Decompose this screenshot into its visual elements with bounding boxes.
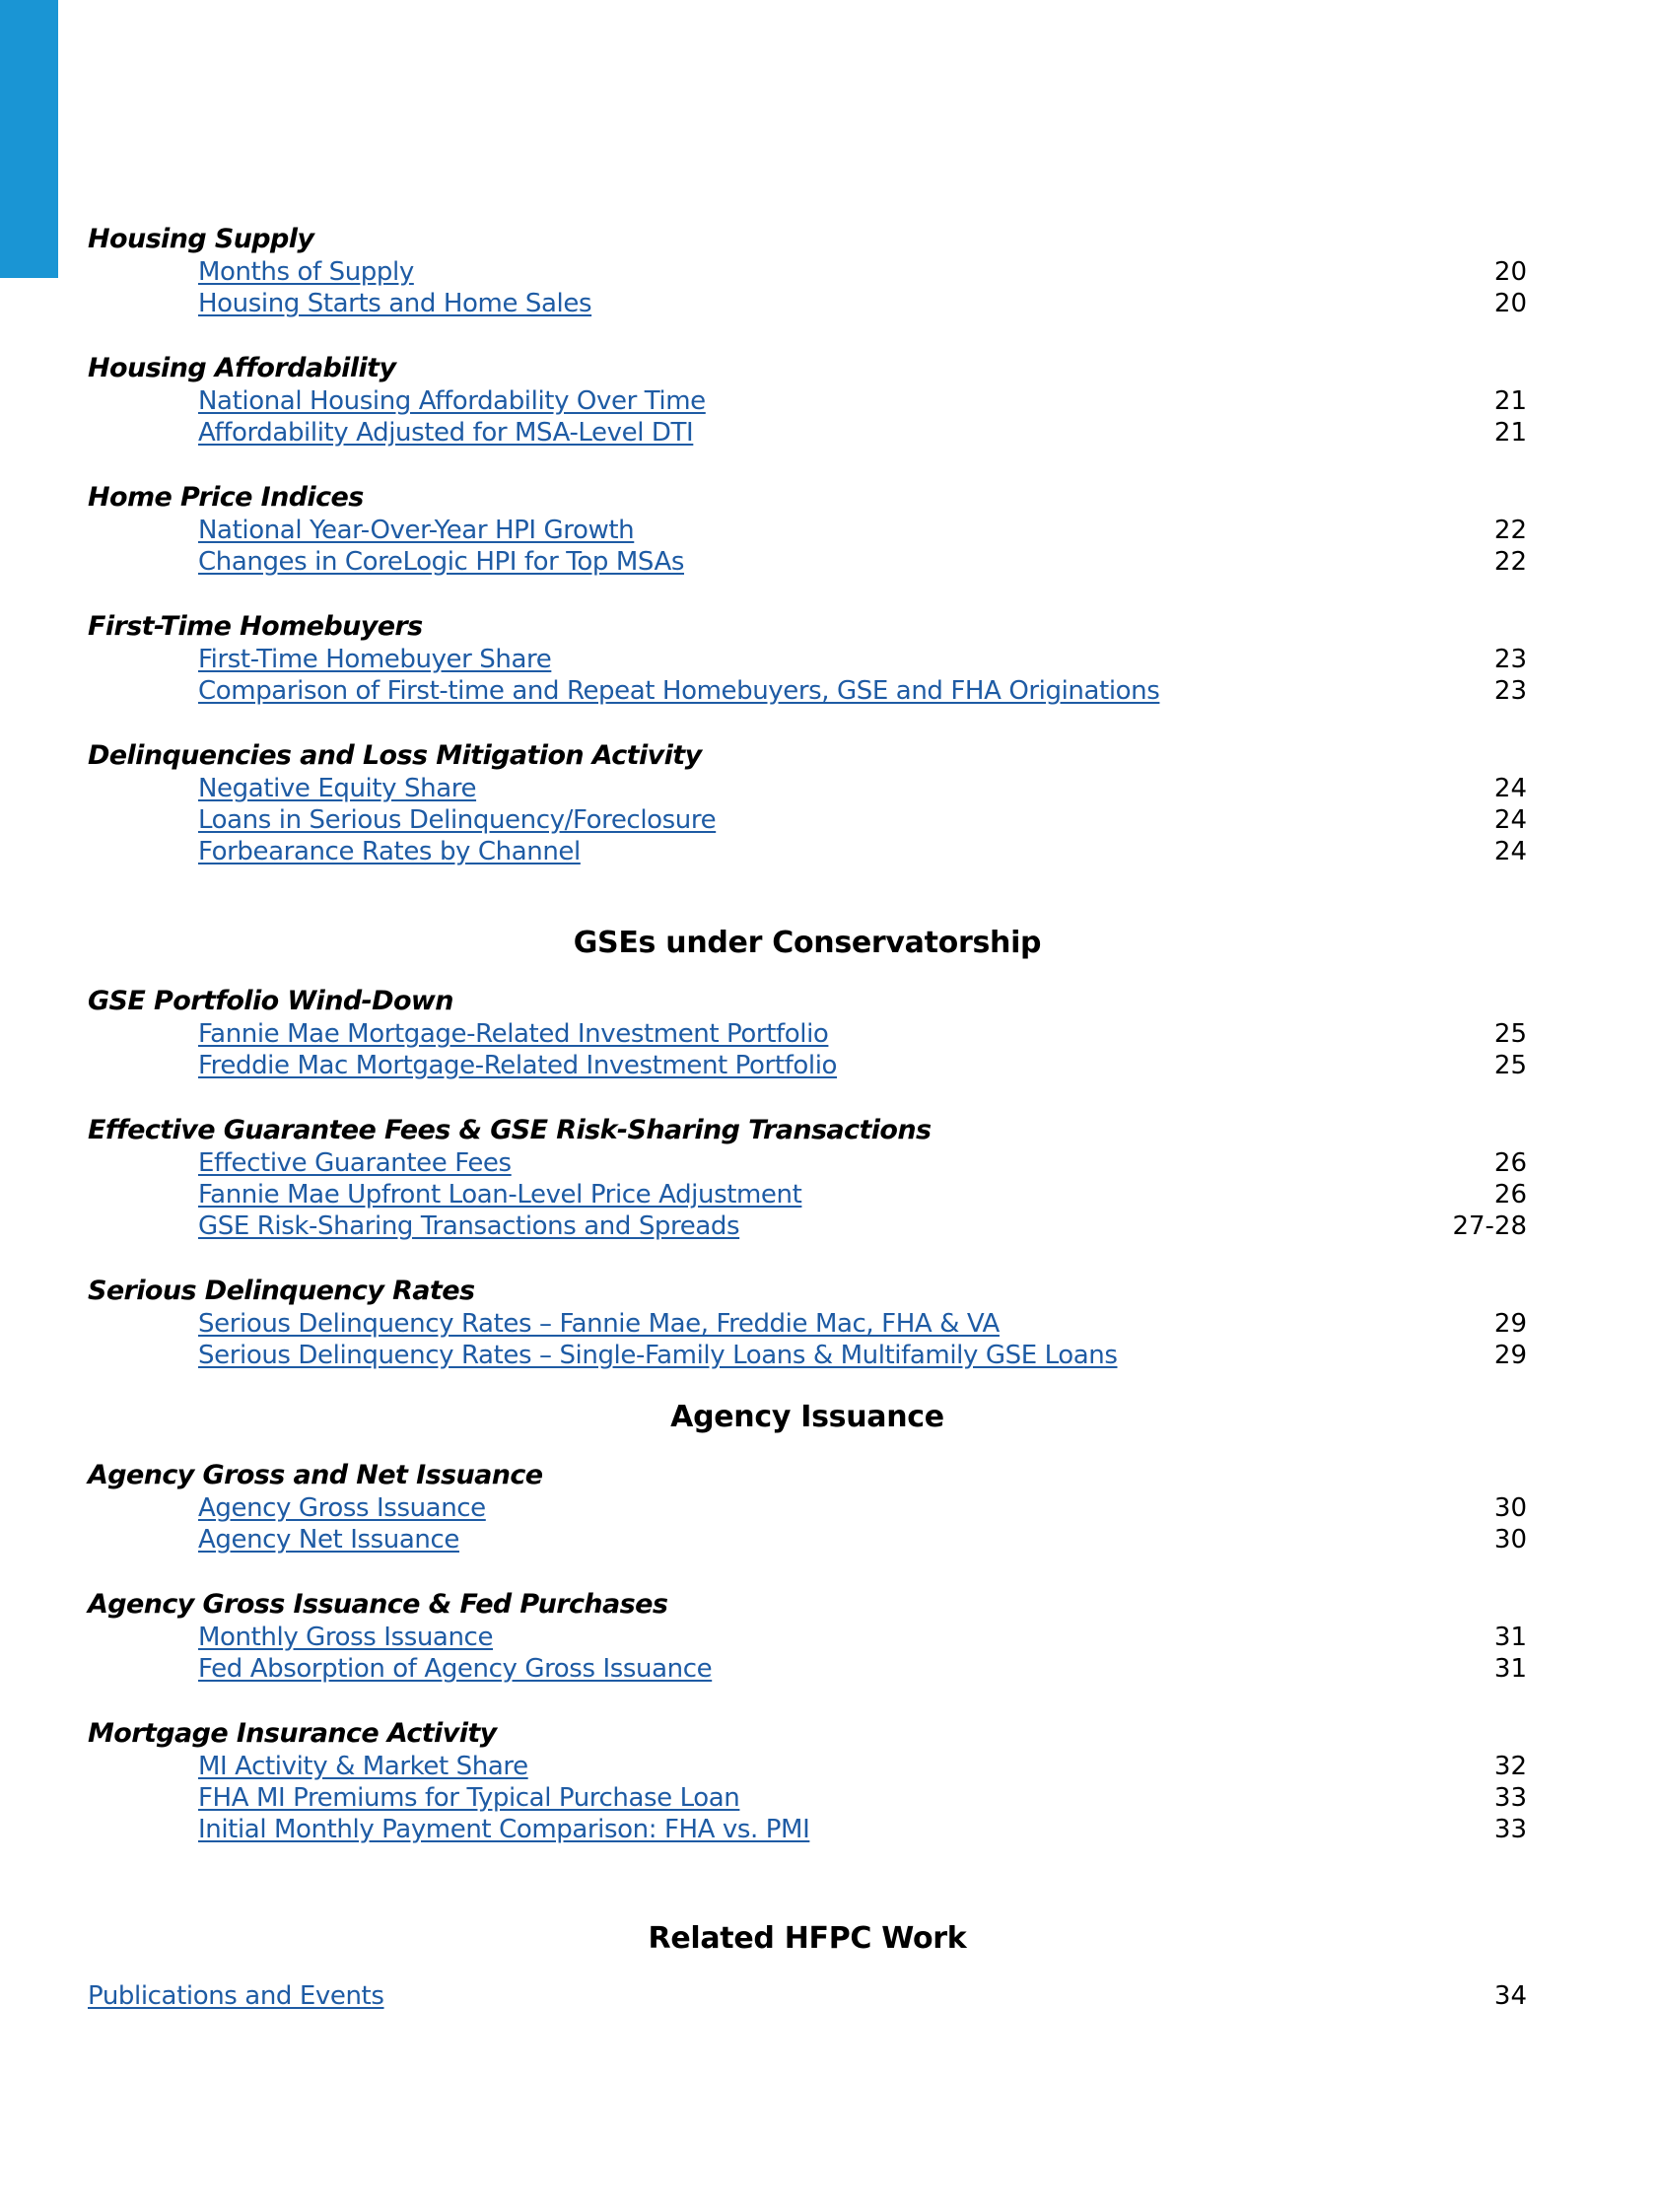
toc-entry[interactable] — [88, 1653, 1527, 1685]
toc-entry[interactable] — [88, 773, 1527, 804]
toc-entry-link[interactable]: Months of Supply — [198, 257, 414, 287]
toc-entry-link[interactable]: GSE Risk-Sharing Transactions and Spreads — [198, 1211, 740, 1241]
toc-entry-page: 27-28 — [1452, 1211, 1527, 1241]
toc-entry-page: 23 — [1493, 645, 1527, 674]
toc-group — [88, 739, 1527, 867]
toc-entry[interactable] — [88, 288, 1527, 319]
toc-entry-publications[interactable] — [88, 1980, 1527, 2012]
toc-entry[interactable] — [88, 1147, 1527, 1179]
toc-entry-page: 29 — [1493, 1341, 1527, 1370]
toc-group-title: Serious Delinquency Rates — [88, 1276, 475, 1306]
toc-entry-link[interactable]: Fannie Mae Upfront Loan-Level Price Adjustment — [198, 1180, 802, 1210]
toc-entry-link[interactable]: National Housing Affordability Over Time — [198, 386, 706, 416]
toc-entry[interactable] — [88, 1622, 1527, 1653]
toc-group — [88, 352, 1527, 449]
toc-entry-link[interactable]: Monthly Gross Issuance — [198, 1623, 494, 1652]
toc-group — [88, 1114, 1527, 1242]
toc-entry-page: 29 — [1493, 1309, 1527, 1339]
toc-entry-link[interactable]: Negative Equity Share — [198, 774, 477, 803]
toc-group-title: Housing Supply — [88, 224, 314, 254]
toc-entry-link[interactable]: First-Time Homebuyer Share — [198, 645, 552, 674]
toc-entry-page: 24 — [1493, 837, 1527, 866]
toc-entry-link[interactable]: Serious Delinquency Rates – Fannie Mae, Freddie Mac, FHA & VA — [198, 1309, 1000, 1339]
toc-entry-page: 24 — [1493, 805, 1527, 835]
toc-entry-page: 34 — [1493, 1981, 1527, 2011]
toc-group — [88, 1459, 1527, 1555]
toc-entry-link[interactable]: Comparison of First-time and Repeat Homebuyers, GSE and FHA Originations — [198, 676, 1160, 706]
toc-entry[interactable] — [88, 1524, 1527, 1555]
toc-entry-page: 26 — [1493, 1180, 1527, 1210]
toc-entry-link[interactable]: Affordability Adjusted for MSA-Level DTI — [198, 418, 694, 448]
section-heading-gse: GSEs under Conservatorship — [573, 926, 1042, 960]
agency-groups — [88, 1459, 1527, 1845]
toc-entry-page: 31 — [1493, 1623, 1527, 1652]
toc-group-title: Housing Affordability — [88, 353, 396, 383]
toc-group-title: Agency Gross Issuance & Fed Purchases — [88, 1589, 668, 1620]
toc-entry[interactable] — [88, 644, 1527, 675]
toc-entry-link[interactable]: FHA MI Premiums for Typical Purchase Loan — [198, 1783, 740, 1813]
toc-group-title: GSE Portfolio Wind-Down — [88, 986, 453, 1016]
toc-group — [88, 1275, 1527, 1371]
toc-entry-page: 30 — [1493, 1525, 1527, 1555]
toc-entry[interactable] — [88, 417, 1527, 449]
toc-group-title: Mortgage Insurance Activity — [88, 1718, 497, 1749]
toc-entry[interactable] — [88, 1308, 1527, 1340]
toc-entry-page: 33 — [1493, 1783, 1527, 1813]
toc-entry[interactable] — [88, 675, 1527, 707]
toc-entry[interactable] — [88, 1018, 1527, 1050]
toc-entry-link[interactable]: Agency Gross Issuance — [198, 1493, 486, 1523]
toc-entry-link[interactable]: National Year-Over-Year HPI Growth — [198, 516, 635, 545]
toc-entry-link[interactable]: Loans in Serious Delinquency/Foreclosure — [198, 805, 717, 835]
toc-group-title: Effective Guarantee Fees & GSE Risk-Sharing Transactions — [88, 1115, 932, 1145]
toc-entry-link[interactable]: Initial Monthly Payment Comparison: FHA vs. PMI — [198, 1815, 810, 1844]
toc-entry-link[interactable]: Fed Absorption of Agency Gross Issuance — [198, 1654, 713, 1684]
toc-entry[interactable] — [88, 1050, 1527, 1081]
toc-entry-page: 23 — [1493, 676, 1527, 706]
toc-entry-page: 22 — [1493, 516, 1527, 545]
toc-entry-link[interactable]: Effective Guarantee Fees — [198, 1148, 512, 1178]
toc-entry-page: 25 — [1493, 1019, 1527, 1049]
toc-entry[interactable] — [88, 836, 1527, 867]
toc-entry[interactable] — [88, 515, 1527, 546]
toc-entry[interactable] — [88, 385, 1527, 417]
toc-entry-link[interactable]: Freddie Mac Mortgage-Related Investment Portfolio — [198, 1051, 838, 1080]
toc-entry-page: 30 — [1493, 1493, 1527, 1523]
section-heading-related: Related HFPC Work — [648, 1921, 967, 1956]
section-heading-agency: Agency Issuance — [670, 1400, 944, 1434]
toc-entry[interactable] — [88, 1814, 1527, 1845]
toc-group-title: First-Time Homebuyers — [88, 611, 423, 642]
toc-entry-page: 31 — [1493, 1654, 1527, 1684]
toc-entry-page: 21 — [1493, 386, 1527, 416]
toc-entry-page: 20 — [1493, 257, 1527, 287]
toc-entry[interactable] — [88, 1492, 1527, 1524]
toc-group — [88, 985, 1527, 1081]
toc-entry-page: 26 — [1493, 1148, 1527, 1178]
toc-entry-page: 33 — [1493, 1815, 1527, 1844]
toc-entry-link[interactable]: Changes in CoreLogic HPI for Top MSAs — [198, 547, 684, 577]
toc-group-title: Agency Gross and Net Issuance — [88, 1460, 543, 1490]
toc-entry-page: 20 — [1493, 289, 1527, 318]
toc-entry-page: 24 — [1493, 774, 1527, 803]
toc-entry-link[interactable]: Agency Net Issuance — [198, 1525, 459, 1555]
toc-group-title: Delinquencies and Loss Mitigation Activity — [88, 740, 702, 771]
toc-entry-link[interactable]: Housing Starts and Home Sales — [198, 289, 592, 318]
toc-entry[interactable] — [88, 1782, 1527, 1814]
accent-bar — [0, 0, 58, 278]
toc-group — [88, 481, 1527, 578]
toc-entry[interactable] — [88, 804, 1527, 836]
toc-group-title: Home Price Indices — [88, 482, 364, 513]
toc-entry-page: 25 — [1493, 1051, 1527, 1080]
housing-market-groups — [88, 223, 1527, 867]
toc-entry[interactable] — [88, 546, 1527, 578]
toc-group — [88, 223, 1527, 319]
toc-entry-link[interactable]: Serious Delinquency Rates – Single-Family Loans & Multifamily GSE Loans — [198, 1341, 1118, 1370]
toc-group — [88, 610, 1527, 707]
toc-group — [88, 1717, 1527, 1845]
toc-entry-link[interactable]: Fannie Mae Mortgage-Related Investment Portfolio — [198, 1019, 829, 1049]
toc-entry-page: 22 — [1493, 547, 1527, 577]
toc-entry[interactable] — [88, 1210, 1527, 1242]
toc-entry-link[interactable]: Forbearance Rates by Channel — [198, 837, 581, 866]
toc-entry-page: 21 — [1493, 418, 1527, 448]
toc-entry[interactable] — [88, 256, 1527, 288]
toc-entry[interactable] — [88, 1340, 1527, 1371]
toc-entry[interactable] — [88, 1751, 1527, 1782]
toc-group — [88, 1588, 1527, 1685]
toc-entry-link[interactable]: Publications and Events — [88, 1981, 384, 2011]
toc-entry[interactable] — [88, 1179, 1527, 1210]
table-of-contents — [88, 223, 1527, 2012]
gse-groups — [88, 985, 1527, 1371]
toc-entry-page: 32 — [1493, 1752, 1527, 1781]
toc-entry-link[interactable]: MI Activity & Market Share — [198, 1752, 528, 1781]
